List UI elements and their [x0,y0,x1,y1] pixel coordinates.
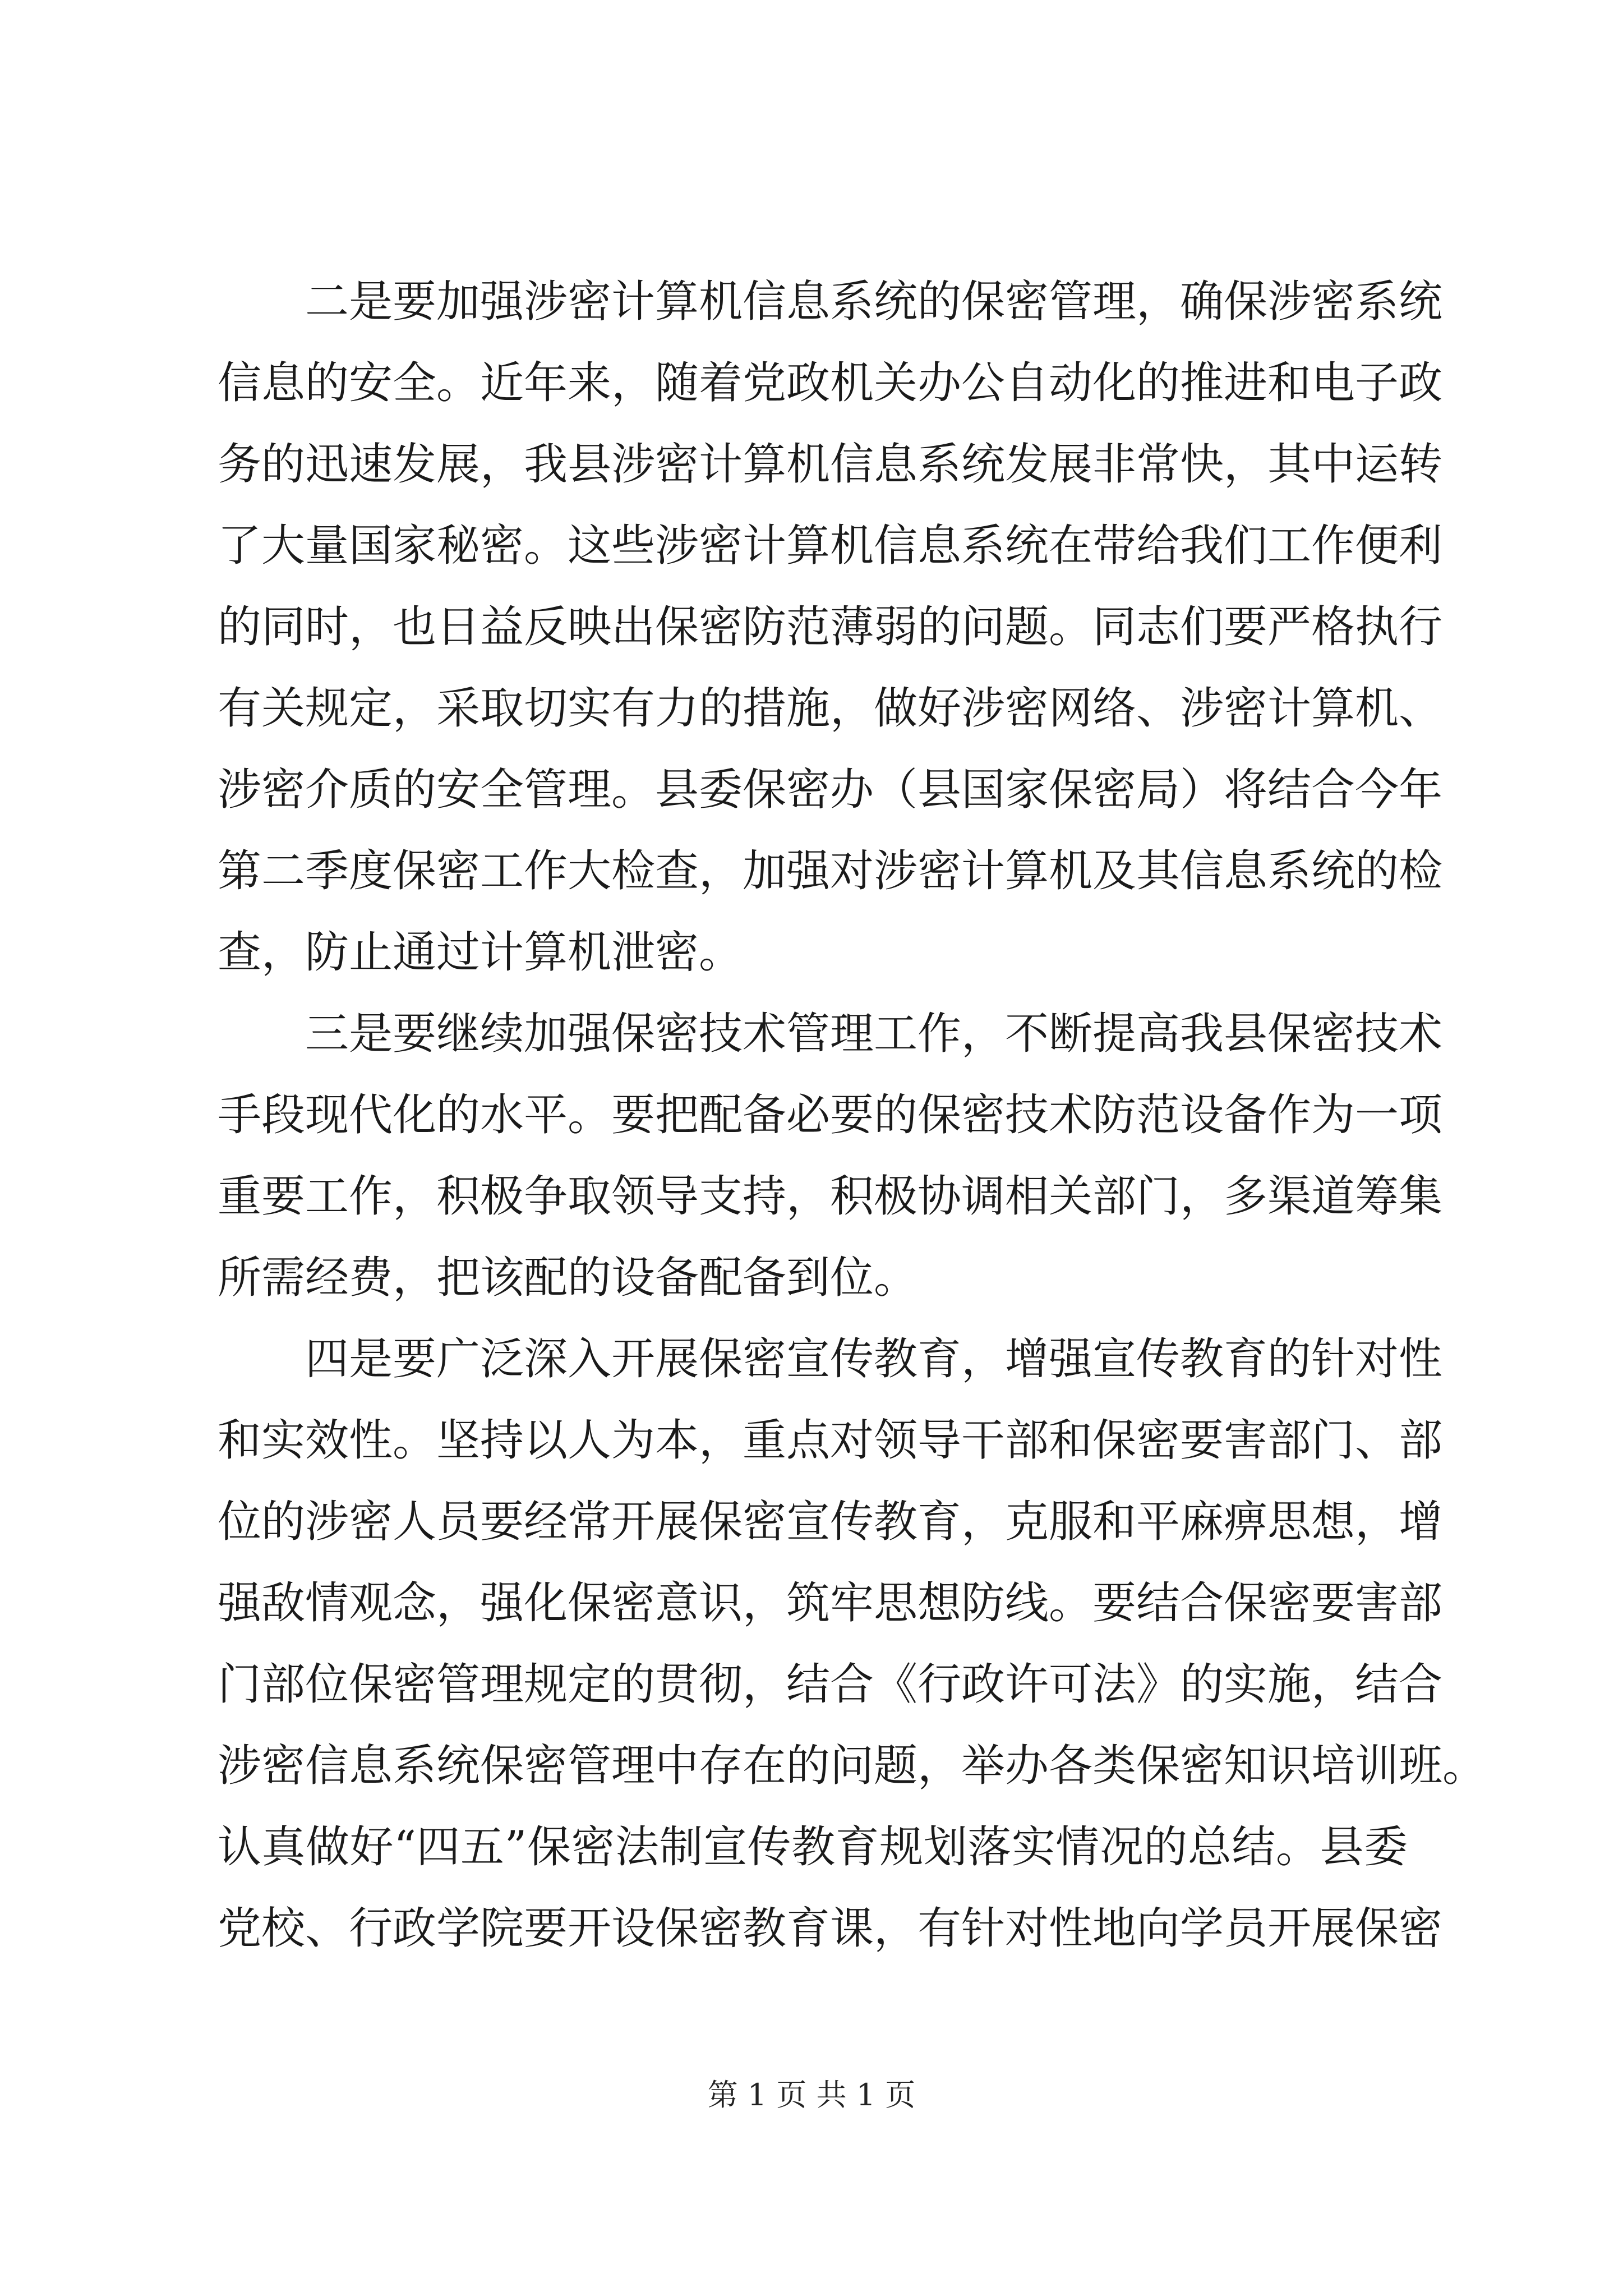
paragraph-line: 了大量国家秘密。这些涉密计算机信息系统在带给我们工作便利 [218,521,1443,571]
paragraph-line: 的同时，也日益反映出保密防范薄弱的问题。同志们要严格执行 [218,602,1443,652]
paragraph-line: 涉密介质的安全管理。县委保密办（县国家保密局）将结合今年 [218,765,1443,815]
paragraph-line: 强敌情观念，强化保密意识，筑牢思想防线。要结合保密要害部 [218,1578,1443,1628]
paragraph-line: 位的涉密人员要经常开展保密宣传教育，克服和平麻痹思想，增 [218,1497,1443,1547]
page-footer: 第 1 页 共 1 页 [707,2077,916,2113]
paragraph-line: 二是要加强涉密计算机信息系统的保密管理，确保涉密系统 [305,277,1443,327]
paragraph-line: 党校、行政学院要开设保密教育课，有针对性地向学员开展保密 [218,1903,1443,1954]
paragraph-line: 和实效性。坚持以人为本，重点对领导干部和保密要害部门、部 [218,1415,1443,1466]
paragraph-line: 第二季度保密工作大检查，加强对涉密计算机及其信息系统的检 [218,846,1443,896]
paragraph-line: 查，防止通过计算机泄密。 [218,927,743,978]
paragraph-line: 重要工作，积极争取领导支持，积极协调相关部门，多渠道筹集 [218,1171,1443,1222]
paragraph-line: 信息的安全。近年来，随着党政机关办公自动化的推进和电子政 [218,358,1443,408]
paragraph-line: 门部位保密管理规定的贯彻，结合《行政许可法》的实施，结合 [218,1659,1443,1710]
paragraph-line: 有关规定，采取切实有力的措施，做好涉密网络、涉密计算机、 [218,683,1443,734]
paragraph-line: 涉密信息系统保密管理中存在的问题，举办各类保密知识培训班。 [218,1741,1487,1791]
paragraph-line: 务的迅速发展，我县涉密计算机信息系统发展非常快，其中运转 [218,439,1443,490]
paragraph-line: 三是要继续加强保密技术管理工作，不断提高我县保密技术 [305,1009,1443,1059]
paragraph-line: 手段现代化的水平。要把配备必要的保密技术防范设备作为一项 [218,1090,1443,1140]
paragraph-line: 认真做好“四五”保密法制宣传教育规划落实情况的总结。县委 [218,1822,1408,1872]
paragraph-line: 四是要广泛深入开展保密宣传教育，增强宣传教育的针对性 [305,1334,1443,1384]
paragraph-line: 所需经费，把该配的设备配备到位。 [218,1253,918,1303]
